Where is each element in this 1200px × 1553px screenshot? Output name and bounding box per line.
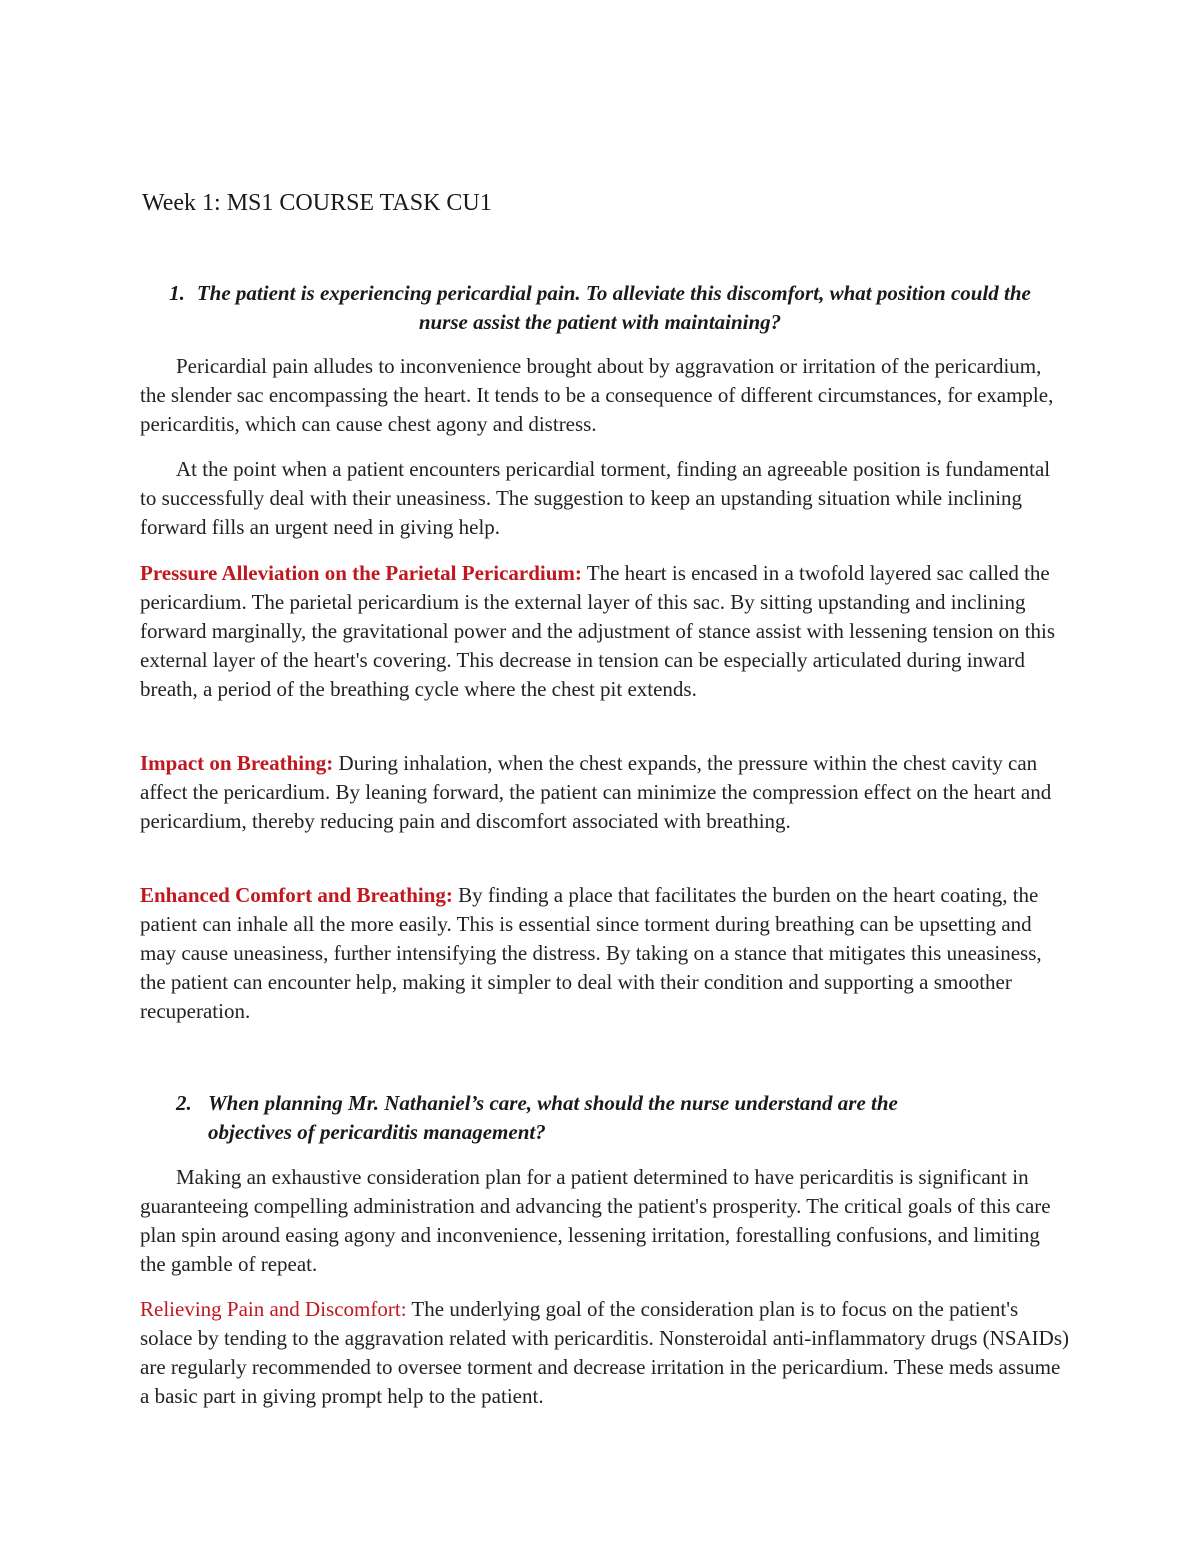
question-1-number: 1.: [169, 281, 185, 305]
document-title: Week 1: MS1 COURSE TASK CU1: [142, 190, 492, 216]
q1-point-impact-on-breathing: [140, 749, 1070, 836]
question-2: [142, 1089, 1058, 1147]
q1-point-1-text: The heart is encased in a twofold layered sac called the pericardium. The parietal pericardium is the external layer of this sac. By sitting upstanding and inclining forward marginally, the gravitational power and the adjustment of stance assist with lessening tension on this external layer of the heart's covering. This decrease in tension can be especially articulated during inward breath, a period of the breathing cycle where the chest pit extends.: [140, 561, 1056, 701]
q1-point-pressure-alleviation: [140, 559, 1070, 704]
q2-point-1-text: The underlying goal of the consideration plan is to focus on the patient's solace by tending to the aggravation related with pericarditis. Nonsteroidal anti-inflammatory drugs (NSAIDs) are regularly recommended to oversee torment and decrease irritation in the pericardium. These meds assume a basic part in giving prompt help to the patient.: [140, 1297, 1069, 1408]
q1-point-2-heading: Impact on Breathing:: [140, 751, 334, 775]
q2-point-relieving-pain: [140, 1295, 1070, 1411]
q1-point-enhanced-comfort: [140, 881, 1070, 1026]
q1-point-2-text: During inhalation, when the chest expands, the pressure within the chest cavity can affect the pericardium. By leaning forward, the patient can minimize the compression effect on the heart and pericardium, thereby reducing pain and discomfort associated with breathing.: [140, 751, 1052, 833]
question-2-number: 2.: [176, 1091, 192, 1115]
q1-paragraph-2: At the point when a patient encounters pericardial torment, finding an agreeable position is fundamental to successfully deal with their uneasiness. The suggestion to keep an upstanding situation while inclining forward fills an urgent need in giving help.: [140, 457, 1051, 539]
question-1: [142, 279, 1058, 337]
question-2-line-1: When planning Mr. Nathaniel’s care, what should the nurse understand are the: [208, 1091, 898, 1115]
q1-paragraph-1: Pericardial pain alludes to inconvenience brought about by aggravation or irritation of the pericardium, the slender sac encompassing the heart. It tends to be a consequence of different circumstances, for example, pericarditis, which can cause chest agony and distress.: [140, 354, 1054, 436]
q1-point-3-heading: Enhanced Comfort and Breathing:: [140, 883, 453, 907]
q1-point-3-text: By finding a place that facilitates the burden on the heart coating, the patient can inhale all the more easily. This is essential since torment during breathing can be upsetting and may cause uneasiness, further intensifying the distress. By taking on a stance that mitigates this uneasiness, the patient can encounter help, making it simpler to deal with their condition and supporting a smoother recuperation.: [140, 883, 1042, 1023]
question-2-line-2: objectives of pericarditis management?: [208, 1120, 546, 1144]
question-1-text: The patient is experiencing pericardial pain. To alleviate this discomfort, what position could the nurse assist the patient with maintaining?: [196, 281, 1031, 334]
q1-point-1-heading: Pressure Alleviation on the Parietal Pericardium:: [140, 561, 582, 585]
q2-point-1-heading: Relieving Pain and Discomfort:: [140, 1297, 407, 1321]
q2-paragraph-1: Making an exhaustive consideration plan for a patient determined to have pericarditis is significant in guaranteeing compelling administration and advancing the patient's prosperity. The critical goals of this care plan spin around easing agony and inconvenience, lessening irritation, forestalling confusions, and limiting the gamble of repeat.: [140, 1165, 1051, 1276]
